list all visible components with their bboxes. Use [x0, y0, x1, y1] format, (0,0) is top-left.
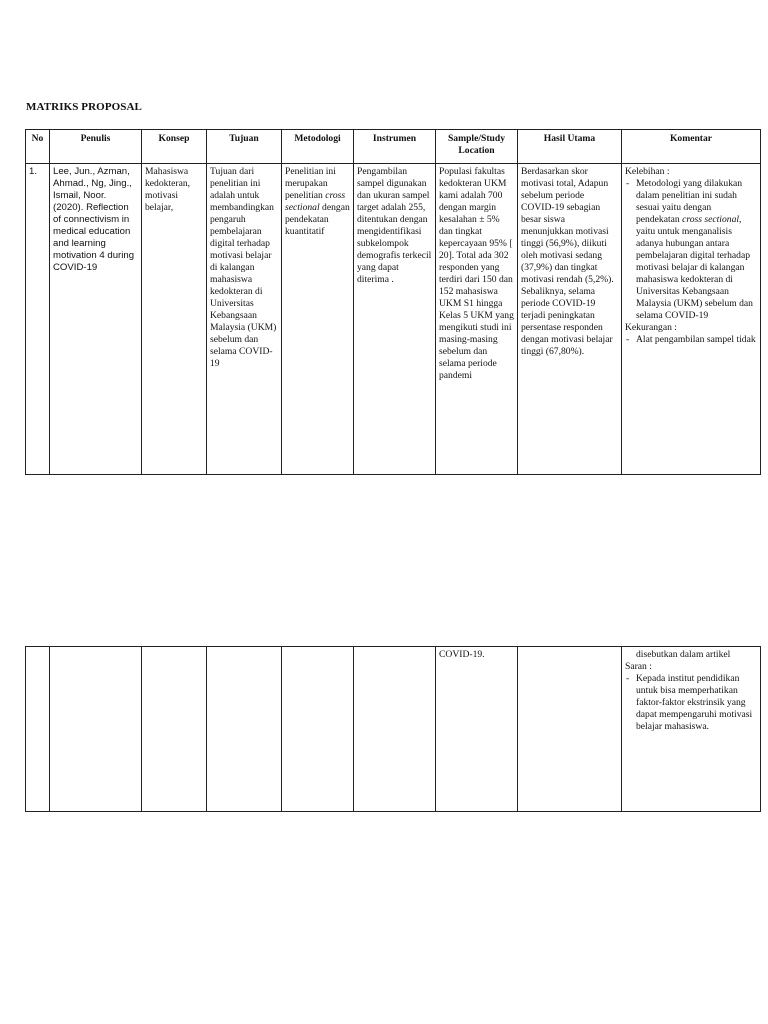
kekurangan-item: - Alat pengambilan sampel tidak: [625, 334, 757, 346]
header-no: No: [26, 130, 50, 164]
kelebihan-text-a: Metodologi yang dilakukan dalam penelitian ini sudah sesuai yaitu dengan pendekatan: [636, 178, 743, 225]
saran-list: [625, 673, 757, 733]
metodologi-text-a: Penelitian ini merupakan penelitian: [285, 166, 336, 201]
kekurangan-list: [625, 334, 757, 346]
kelebihan-item: [625, 178, 757, 322]
cell-hasil: Berdasarkan skor motivasi total, Adapun sebelum periode COVID-19 sebagian besar siswa menunjukkan motivasi tinggi (56,9%), diikuti oleh motivasi sedang (37,9%) dan tingkat motivasi rendah (5,2%). Sebaliknya, selama periode COVID-19 terjadi peningkatan persentase responden dengan motivasi belajar tinggi (67,80%).: [518, 164, 622, 475]
header-hasil-utama: Hasil Utama: [518, 130, 622, 164]
cell-komentar: [622, 647, 761, 812]
kekurangan-label: Kekurangan :: [625, 322, 677, 333]
header-sample-location: Sample/Study Location: [436, 130, 518, 164]
kekurangan-continued: disebutkan dalam artikel: [636, 649, 731, 660]
header-komentar: Komentar: [622, 130, 761, 164]
cell-metodologi: [282, 164, 354, 475]
cell-instrumen: Pengambilan sampel digunakan dan ukuran sampel target adalah 255, ditentukan dengan mengidentifikasi subkelompok demografis terkecil yang dapat diterima .: [354, 164, 436, 475]
proposal-matrix-table: [25, 129, 761, 475]
cell-hasil: [518, 647, 622, 812]
header-tujuan: Tujuan: [207, 130, 282, 164]
table-row: [26, 164, 761, 475]
cell-tujuan: [207, 647, 282, 812]
proposal-matrix-table-continued: [25, 646, 761, 812]
cell-penulis: Lee, Jun., Azman, Ahmad., Ng, Jing., Ismail, Noor. (2020). Reflection of connectivism in medical education and learning motivation 4 during COVID-19: [50, 164, 142, 475]
page-title: MATRIKS PROPOSAL: [26, 101, 142, 113]
kelebihan-list: [625, 178, 757, 322]
cell-sample: COVID-19.: [436, 647, 518, 812]
cell-no: [26, 647, 50, 812]
saran-label: Saran :: [625, 661, 652, 672]
metodologi-text-b: dengan pendekatan kuantitatif: [285, 202, 350, 237]
header-penulis: Penulis: [50, 130, 142, 164]
kelebihan-label: Kelebihan :: [625, 166, 670, 177]
table-header-row: [26, 130, 761, 164]
cell-konsep: Mahasiswa kedokteran, motivasi belajar,: [142, 164, 207, 475]
cell-sample: Populasi fakultas kedokteran UKM kami adalah 700 dengan margin kesalahan ± 5% dan tingkat kepercayaan 95% [ 20]. Total ada 302 responden yang terdiri dari 150 dan 152 mahasiswa UKM S1 hingga Kelas 5 UKM yang mengikuti studi ini masing-masing sebelum dan selama periode pandemi: [436, 164, 518, 475]
cell-instrumen: [354, 647, 436, 812]
kelebihan-text-b: , yaitu untuk menganalisis adanya hubungan antara pembelajaran digital terhadap motivasi belajar di kalangan mahasiswa kedokteran di Universitas Kebangsaan Malaysia (UKM) sebelum dan selama COVID-19: [636, 214, 753, 321]
cell-metodologi: [282, 647, 354, 812]
saran-item: - Kepada institut pendidikan untuk bisa memperhatikan faktor-faktor ekstrinsik yang dapat mempengaruhi motivasi belajar mahasiswa.: [625, 673, 757, 733]
cell-tujuan: Tujuan dari penelitian ini adalah untuk membandingkan pengaruh pembelajaran digital terhadap motivasi belajar di kalangan mahasiswa kedokteran di Universitas Kebangsaan Malaysia (UKM) sebelum dan selama COVID-19: [207, 164, 282, 475]
cell-komentar: [622, 164, 761, 475]
metodologi-italic-text: cross sectional: [285, 190, 346, 213]
kelebihan-italic-text: cross sectional: [682, 214, 740, 225]
cell-penulis: [50, 647, 142, 812]
header-konsep: Konsep: [142, 130, 207, 164]
header-metodologi: Metodologi: [282, 130, 354, 164]
header-instrumen: Instrumen: [354, 130, 436, 164]
cell-no: 1.: [26, 164, 50, 475]
cell-konsep: [142, 647, 207, 812]
table-row: [26, 647, 761, 812]
